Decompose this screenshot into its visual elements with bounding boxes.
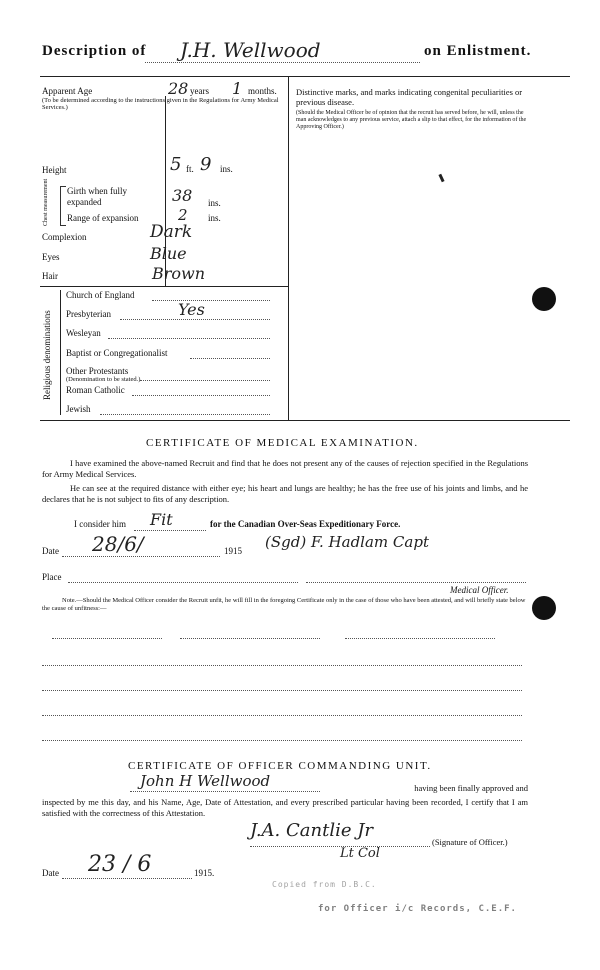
- marks-title: Distinctive marks, and marks indicating congenital peculiarities or previous disease.: [296, 87, 523, 107]
- header-name-line: [145, 62, 420, 63]
- commanding-name-line: [130, 791, 320, 792]
- religion-presbyterian-value: Yes: [178, 300, 205, 319]
- frame-top-rule: [40, 76, 570, 77]
- religion-baptist-line: [190, 358, 270, 359]
- medical-date-value: 28/6/: [92, 532, 144, 556]
- religion-top-rule: [40, 286, 288, 287]
- chest-group-label: Chest measurement: [43, 178, 49, 226]
- commanding-date-label: Date: [42, 868, 59, 878]
- religion-left-rule: [60, 290, 61, 415]
- commanding-date-line: [62, 878, 192, 879]
- punch-hole-bottom: [532, 596, 556, 620]
- officer-signature-line: [306, 582, 526, 583]
- medical-officer-label: Medical Officer.: [450, 585, 509, 595]
- months-label: months.: [248, 86, 277, 96]
- commanding-year: 1915.: [194, 868, 215, 878]
- unfit-line-1b: [180, 638, 320, 639]
- religion-baptist-label: Baptist or Congregationalist: [66, 348, 168, 358]
- commanding-rank: Lt Col: [340, 846, 380, 861]
- commanding-sig-line: [250, 846, 430, 847]
- height-feet-value: 5: [170, 154, 182, 175]
- commanding-having-text: having been finally approved and: [414, 783, 528, 793]
- religion-roman-catholic-line: [132, 395, 270, 396]
- range-value: 2: [178, 206, 188, 224]
- medical-para2: He can see at the required distance with either eye; his heart and lungs are healthy; he has the free use of his joints and limbs, and he declares that he is not subject to fits of any description.: [42, 483, 528, 504]
- age-note: (To be determined according to the instructions given in the Regulations for Army Medical Services.): [42, 97, 279, 111]
- ink-mark: [438, 174, 444, 183]
- hair-label: Hair: [42, 271, 58, 281]
- unfit-line-1a: [52, 638, 162, 639]
- unfit-line-1c: [345, 638, 495, 639]
- girth-unit: ins.: [208, 198, 221, 208]
- chest-bracket: [60, 186, 66, 226]
- commanding-signature: J.A. Cantlie Jr: [250, 820, 374, 841]
- unfit-line-4: [42, 715, 522, 716]
- eyes-value: Blue: [150, 244, 187, 263]
- religion-church-of-england-label: Church of England: [66, 290, 135, 300]
- medical-year: 1915: [224, 546, 242, 556]
- age-years-value: 28: [168, 79, 189, 98]
- medical-title: CERTIFICATE OF MEDICAL EXAMINATION.: [146, 437, 419, 449]
- unfit-line-2: [42, 665, 522, 666]
- commanding-date-value: 23 / 6: [88, 852, 152, 877]
- unfit-line-5: [42, 740, 522, 741]
- religion-roman-catholic-label: Roman Catholic: [66, 385, 125, 395]
- range-label: Range of expansion: [67, 213, 139, 223]
- religion-jewish-label: Jewish: [66, 404, 91, 414]
- commanding-name: John H Wellwood: [140, 772, 271, 790]
- marks-note: (Should the Medical Officer be of opinion that the recruit has served before, he will, unless the man acknowledges to any previous service, attach a slip to that effect, for the information of the Approving Officer.): [296, 110, 527, 130]
- consider-prefix: I consider him: [74, 519, 126, 529]
- religion-other-protestants-line: [140, 380, 270, 381]
- hair-value: Brown: [152, 264, 206, 283]
- medical-signature: (Sgd) F. Hadlam Capt: [265, 533, 429, 551]
- ins-label: ins.: [220, 164, 233, 174]
- place-line: [68, 582, 298, 583]
- religion-wesleyan-line: [108, 338, 270, 339]
- header-suffix: on Enlistment.: [424, 43, 532, 59]
- girth-value: 38: [172, 186, 193, 205]
- religion-wesleyan-label: Wesleyan: [66, 328, 101, 338]
- place-label: Place: [42, 572, 62, 582]
- records-stamp-1: Copied from D.B.C.: [272, 880, 377, 889]
- unfit-line-3: [42, 690, 522, 691]
- religion-group-label: Religious denominations: [42, 310, 52, 400]
- complexion-label: Complexion: [42, 232, 87, 242]
- commanding-sig-label: (Signature of Officer.): [432, 837, 508, 847]
- fit-line: [134, 530, 206, 531]
- height-label: Height: [42, 165, 67, 175]
- range-unit: ins.: [208, 213, 221, 223]
- religion-other-protestants-label: Other Protestants: [66, 366, 129, 376]
- years-label: years: [190, 86, 209, 96]
- girth-label: Girth when fully expanded: [67, 186, 127, 207]
- medical-note: Note.—Should the Medical Officer consider the Recruit unfit, he will fill in the foregoing Certificate only in the case of those who have been attested, and will briefly state below the cause of unfitness:—: [42, 597, 526, 612]
- records-stamp-2: for Officer i/c Records, C.E.F.: [318, 904, 517, 914]
- consider-suffix: for the Canadian Over-Seas Expeditionary Force.: [210, 519, 401, 529]
- religion-church-of-england-line: [152, 300, 270, 301]
- religion-jewish-line: [100, 414, 270, 415]
- age-label: Apparent Age: [42, 86, 93, 96]
- commanding-title: CERTIFICATE OF OFFICER COMMANDING UNIT.: [128, 760, 432, 772]
- frame-middle-vertical: [288, 76, 289, 420]
- header-prefix: Description of: [42, 43, 147, 59]
- medical-date-line: [62, 556, 220, 557]
- religion-presbyterian-label: Presbyterian: [66, 309, 111, 319]
- ft-label: ft.: [186, 164, 194, 174]
- eyes-label: Eyes: [42, 252, 60, 262]
- commanding-para: inspected by me this day, and his Name, Age, Date of Attestation, and every prescribed particular having been recorded, I certify that I am satisfied with the correctness of this Attestation.: [42, 797, 528, 818]
- frame-bottom-rule: [40, 420, 570, 421]
- height-inches-value: 9: [200, 154, 212, 175]
- complexion-value: Dark: [150, 222, 193, 242]
- age-months-value: 1: [232, 79, 243, 98]
- punch-hole-top: [532, 287, 556, 311]
- religion-presbyterian-line: [120, 319, 270, 320]
- fit-value: Fit: [150, 510, 173, 529]
- header-name: J.H. Wellwood: [180, 38, 321, 62]
- medical-date-label: Date: [42, 546, 59, 556]
- religion-other-note: (Denomination to be stated.): [66, 376, 141, 383]
- medical-para1: I have examined the above-named Recruit and find that he does not present any of the causes of rejection specified in the Regulations for Army Medical Services.: [42, 458, 528, 479]
